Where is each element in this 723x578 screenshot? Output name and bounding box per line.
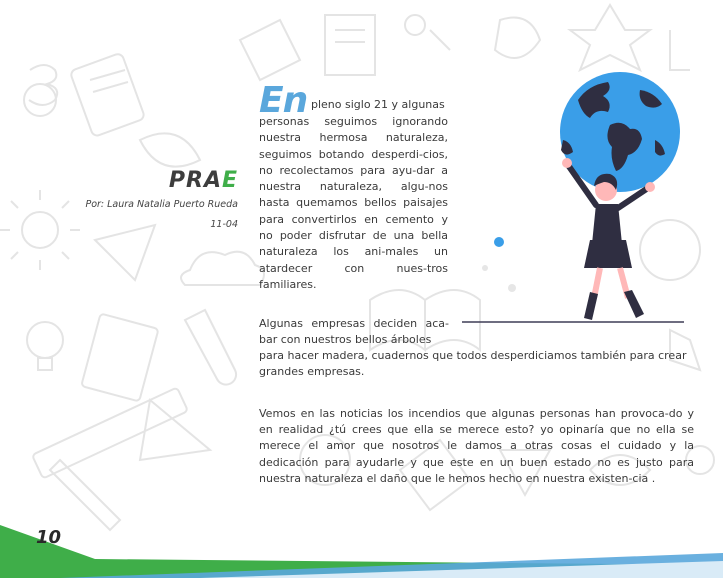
page-number: 10 <box>36 527 62 548</box>
footer-stripes <box>0 515 723 578</box>
title-main: PRA <box>168 168 222 193</box>
paragraph-1: personas seguimos ignorando nuestra hermosa naturaleza, seguimos botando desperdi-cios, no recolectamos para ayu-dar a nuestra naturaleza, algu-nos hasta quemamos bellos paisajes para convertirlos en cemento y no poder disfrutar de una bella naturaleza los ani-males un atardecer con nues-tros familiares. <box>259 115 448 291</box>
paragraph-2-part-1: Algunas empresas deciden aca-bar con nuestros bellos árboles <box>259 317 449 346</box>
drop-cap: En <box>259 80 308 121</box>
paragraph-1-first-line: pleno siglo 21 y algunas <box>311 98 445 111</box>
author-byline: Por: Laura Natalia Puerto Rueda <box>85 199 238 210</box>
paragraph-2-part-2: para hacer madera, cuadernos que todos desperdiciamos también para crear grandes empresas. <box>259 349 687 378</box>
title-accent-letter: E <box>221 168 238 193</box>
article-header <box>85 168 238 233</box>
paragraph-3: Vemos en las noticias los incendios que algunas personas han provoca-do y en realidad ¿tú crees que ella se merece esto? yo opinaría que no ella se merece el amor que nosotros le damos a otras cosas el cuidado y la dedicación para ayudarle y que este en un buen estado no es justo para nuestra naturaleza el daño que le hemos hecho en nuestra existen-cia . <box>259 407 694 485</box>
grade-label: 11-04 <box>210 219 238 230</box>
woman-holding-globe-illustration <box>460 70 700 330</box>
article-title <box>85 168 238 193</box>
